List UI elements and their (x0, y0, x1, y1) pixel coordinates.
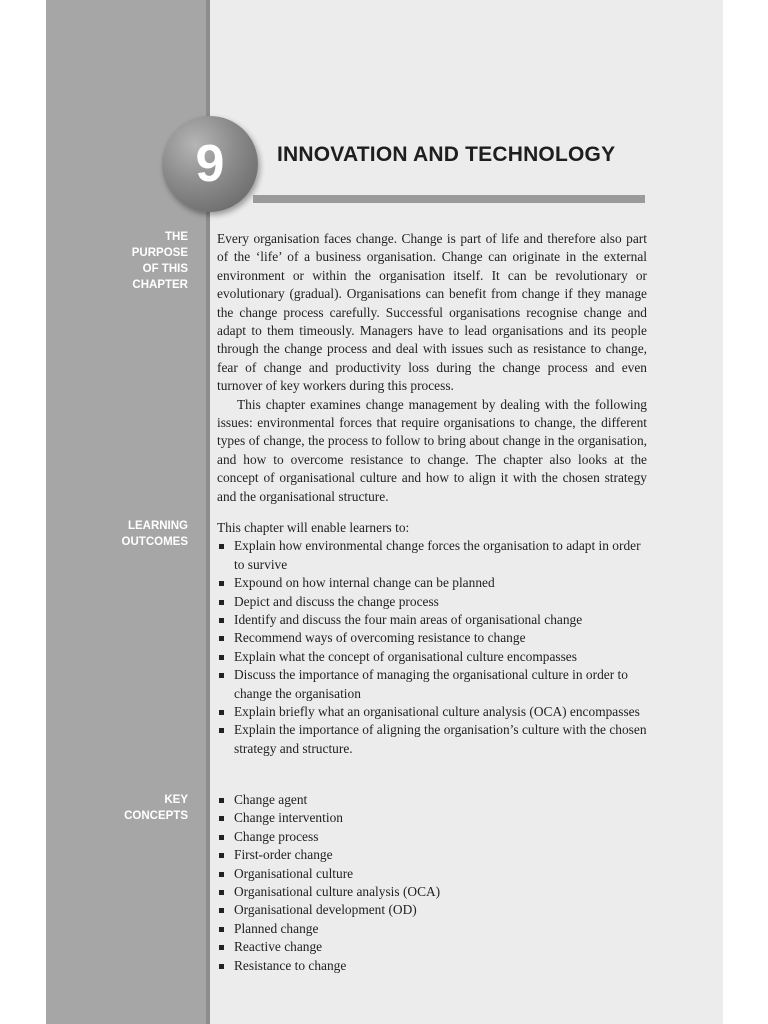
list-item: Planned change (217, 920, 647, 938)
chapter-title: INNOVATION AND TECHNOLOGY (277, 143, 616, 166)
list-item: Change agent (217, 791, 647, 809)
list-item: Resistance to change (217, 957, 647, 975)
outcomes-label-line: LEARNING (127, 520, 188, 532)
concepts-text (217, 791, 647, 975)
list-item: Expound on how internal change can be planned (217, 574, 647, 592)
purpose-label-line: THE (165, 231, 188, 243)
concepts-list (217, 791, 647, 975)
list-item: Explain briefly what an organisational culture analysis (OCA) encompasses (217, 703, 647, 721)
outcomes-label-line: OUTCOMES (121, 536, 188, 548)
list-item: Organisational culture (217, 865, 647, 883)
paragraph: Every organisation faces change. Change is part of life and therefore also part of the ‘life’ of a business organisation. Change can originate in the external environment or within the organisation itself. It can be revolutionary or evolutionary (gradual). Organisations can benefit from change if they manage the change process carefully. Successful organisations recognise change and adapt to them timeously. Managers have to lead organisations and its people through the change process and deal with issues such as resistance to change, fear of change and productivity loss during the change process and even turnover of key workers during this process. (217, 231, 647, 394)
title-rule (253, 195, 645, 203)
outcomes-intro: This chapter will enable learners to: (217, 520, 410, 535)
list-item: Explain the importance of aligning the organisation’s culture with the chosen strategy and structure. (217, 721, 647, 758)
chapter-number-badge (162, 116, 258, 212)
concepts-label (124, 792, 188, 824)
purpose-label-line: PURPOSE (131, 247, 188, 259)
list-item: Explain what the concept of organisational culture encompasses (217, 648, 647, 666)
list-item: First-order change (217, 846, 647, 864)
list-item: Organisational development (OD) (217, 901, 647, 919)
outcomes-label (122, 518, 188, 550)
purpose-text (217, 230, 647, 506)
list-item: Identify and discuss the four main areas of organisational change (217, 611, 647, 629)
list-item: Change process (217, 828, 647, 846)
list-item: Explain how environmental change forces the organisation to adapt in order to survive (217, 537, 647, 574)
paragraph: This chapter examines change management by dealing with the following issues: environmental forces that require organisations to change, the different types of change, the process to follow to bring about change in the organisation, and how to overcome resistance to change. The chapter also looks at the concept of organisational culture and how to align it with the chosen strategy and the organisational structure. (217, 396, 647, 504)
purpose-label (132, 229, 188, 293)
outcomes-text (217, 519, 647, 758)
list-item: Change intervention (217, 809, 647, 827)
purpose-label-line: CHAPTER (132, 279, 188, 291)
concepts-label-line: KEY (164, 794, 188, 806)
list-item: Organisational culture analysis (OCA) (217, 883, 647, 901)
outcomes-list (217, 537, 647, 758)
list-item: Discuss the importance of managing the organisational culture in order to change the organisation (217, 666, 647, 703)
list-item: Recommend ways of overcoming resistance to change (217, 629, 647, 647)
concepts-label-line: CONCEPTS (124, 810, 188, 822)
list-item: Reactive change (217, 938, 647, 956)
purpose-label-line: OF THIS (142, 263, 188, 275)
list-item: Depict and discuss the change process (217, 593, 647, 611)
chapter-number: 9 (195, 135, 225, 193)
